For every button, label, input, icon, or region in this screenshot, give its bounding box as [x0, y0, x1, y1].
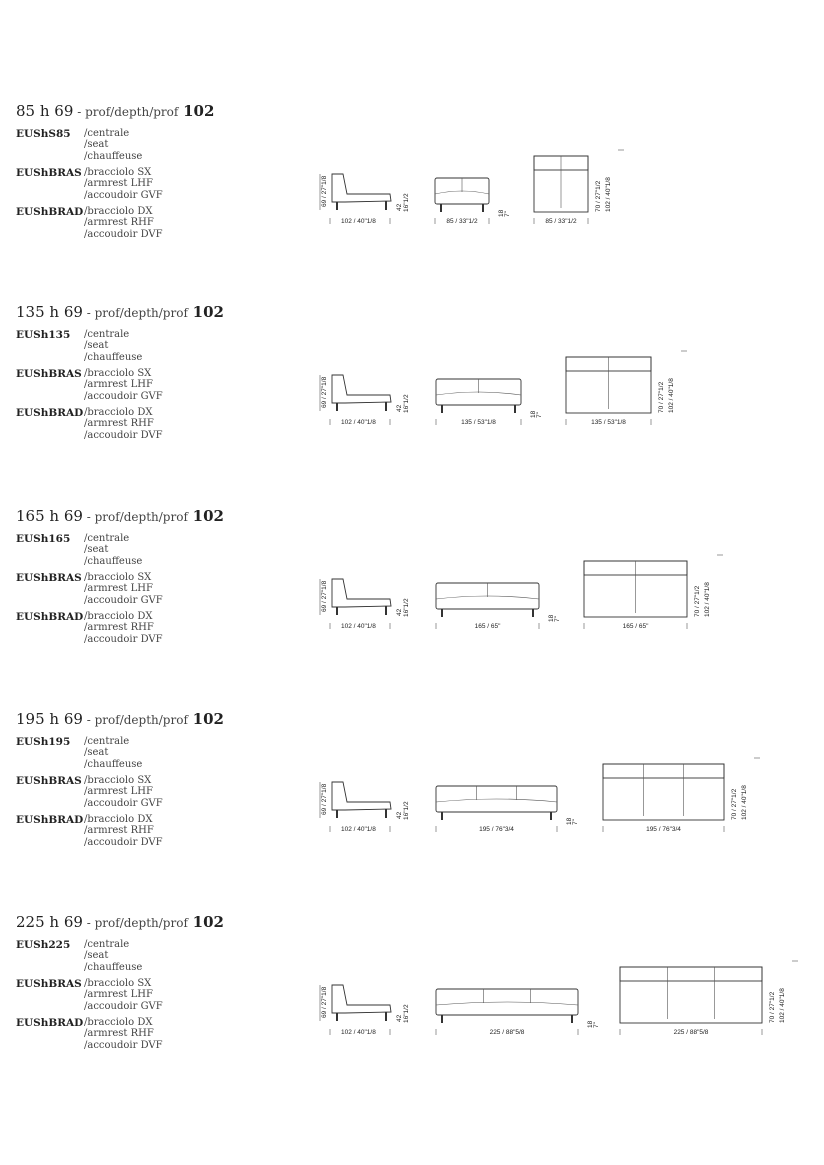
article-code: EUShBRAS: [16, 978, 82, 990]
technical-drawings: [0, 913, 824, 1113]
front-width-label: 165 / 65": [474, 623, 501, 630]
side-view-drawing: [320, 375, 410, 426]
top-width-label: 195 / 76"3/4: [646, 826, 681, 833]
foot-height-inch-label: 7": [536, 412, 543, 418]
description-line: /accoudoir DVF: [84, 429, 163, 441]
top-width-label: 165 / 65": [622, 623, 649, 630]
top-height-label: 70 / 27"1/2: [731, 788, 738, 820]
description-line: /armrest RHF: [84, 622, 154, 634]
side-profile: [332, 782, 391, 810]
article-code: EUShBRAD: [16, 814, 84, 826]
description-line: /accoudoir GVF: [84, 1000, 163, 1012]
description-line: /armrest LHF: [84, 178, 153, 190]
front-width-label: 225 / 88"5/8: [489, 1029, 525, 1036]
seat-height-label: 42: [396, 811, 403, 819]
description-line: /centrale: [84, 533, 130, 544]
side-view-drawing: [320, 782, 410, 833]
depth-value: 102: [192, 913, 224, 931]
side-profile: [332, 174, 391, 202]
article-code: EUShS85: [16, 128, 71, 140]
description-line: /bracciolo DX: [84, 206, 153, 217]
depth-label: prof/depth/prof: [85, 105, 179, 119]
article-code: EUShBRAS: [16, 368, 82, 380]
foot-height-inch-label: 7": [554, 616, 561, 622]
top-height-label: 70 / 27"1/2: [595, 180, 602, 212]
heading-dash: -: [82, 510, 95, 524]
top-view-drawing: [566, 351, 687, 426]
description-line: /seat: [84, 340, 109, 352]
description-line: /armrest RHF: [84, 825, 154, 837]
depth-value: 102: [192, 507, 224, 525]
top-height-label: 70 / 27"1/2: [658, 381, 665, 413]
model-title: 225 h 69: [16, 913, 83, 931]
depth-label: prof/depth/prof: [94, 306, 188, 320]
front-view-drawing: [436, 583, 561, 630]
side-depth-label: 102 / 40"1/8: [341, 419, 376, 426]
top-depth-label: 102 / 40"1/8: [668, 378, 675, 413]
model-title: 165 h 69: [16, 507, 83, 525]
model-title: 195 h 69: [16, 710, 83, 728]
model-section: [0, 710, 824, 910]
description-line: /centrale: [84, 939, 130, 950]
side-depth-label: 102 / 40"1/8: [341, 1029, 376, 1036]
description-line: /armrest LHF: [84, 379, 153, 391]
description-line: /accoudoir DVF: [84, 633, 163, 645]
top-view-drawing: [620, 961, 798, 1036]
description-line: /chauffeuse: [84, 758, 143, 770]
front-view-drawing: [436, 989, 600, 1036]
article-code: EUShBRAD: [16, 206, 84, 218]
side-profile: [332, 375, 391, 403]
backrest: [603, 764, 724, 778]
description-line: /centrale: [84, 736, 130, 747]
foot-height-label: 18: [566, 817, 573, 825]
top-depth-label: 102 / 40"1/8: [779, 988, 786, 1023]
description-line: /bracciolo DX: [84, 814, 153, 825]
seat-line: [436, 1002, 578, 1005]
side-height-label: 69 / 27"1/8: [321, 175, 328, 207]
side-height-label: 69 / 27"1/8: [321, 580, 328, 612]
foot-height-inch-label: 7": [504, 211, 511, 217]
top-depth-label: 102 / 40"1/8: [704, 582, 711, 617]
technical-drawings: [0, 303, 824, 503]
description-line: /chauffeuse: [84, 961, 143, 973]
depth-label: prof/depth/prof: [94, 916, 188, 930]
seat-height-inch-label: 16"1/2: [403, 801, 410, 820]
article-code: EUShBRAS: [16, 775, 82, 787]
model-section: [0, 507, 824, 707]
article-code: EUShBRAS: [16, 167, 82, 179]
top-width-label: 85 / 33"1/2: [545, 218, 577, 225]
description-line: /chauffeuse: [84, 150, 143, 162]
front-view-drawing: [436, 379, 543, 426]
side-view-drawing: [320, 174, 410, 225]
side-depth-label: 102 / 40"1/8: [341, 218, 376, 225]
side-height-label: 69 / 27"1/8: [321, 783, 328, 815]
front-view-drawing: [436, 786, 579, 833]
article-code: EUSh195: [16, 736, 71, 748]
side-height-label: 69 / 27"1/8: [321, 986, 328, 1018]
seat-line: [436, 799, 557, 802]
foot-height-label: 18: [548, 614, 555, 622]
description-line: /armrest LHF: [84, 989, 153, 1001]
side-depth-label: 102 / 40"1/8: [341, 623, 376, 630]
description-line: /bracciolo SX: [84, 775, 152, 786]
description-line: /armrest LHF: [84, 786, 153, 798]
foot-height-inch-label: 7": [572, 819, 579, 825]
front-width-label: 195 / 76"3/4: [479, 826, 514, 833]
model-section: [0, 102, 824, 302]
model-section: [0, 303, 824, 503]
description-line: /bracciolo DX: [84, 407, 153, 418]
description-line: /seat: [84, 139, 109, 151]
description-line: /centrale: [84, 128, 130, 139]
seat-height-label: 42: [396, 608, 403, 616]
side-view-drawing: [320, 579, 410, 630]
seat-height-inch-label: 16"1/2: [403, 1004, 410, 1023]
foot-height-label: 18: [498, 209, 505, 217]
description-line: /armrest RHF: [84, 418, 154, 430]
front-view-drawing: [435, 178, 511, 225]
top-depth-label: 102 / 40"1/8: [741, 785, 748, 820]
depth-label: prof/depth/prof: [94, 713, 188, 727]
description-line: /accoudoir GVF: [84, 189, 163, 201]
description-line: /seat: [84, 950, 109, 962]
description-line: /seat: [84, 747, 109, 759]
top-height-label: 70 / 27"1/2: [769, 991, 776, 1023]
article-code: EUShBRAD: [16, 407, 84, 419]
side-view-drawing: [320, 985, 410, 1036]
top-depth-label: 102 / 40"1/8: [605, 177, 612, 212]
side-profile: [332, 985, 391, 1013]
seat-height-label: 42: [396, 203, 403, 211]
article-code: EUShBRAS: [16, 572, 82, 584]
model-section: [0, 913, 824, 1113]
description-line: /accoudoir DVF: [84, 228, 163, 240]
article-code: EUShBRAD: [16, 611, 84, 623]
description-line: /chauffeuse: [84, 555, 143, 567]
foot-height-label: 18: [587, 1020, 594, 1028]
description-line: /bracciolo SX: [84, 368, 152, 379]
top-width-label: 135 / 53"1/8: [591, 419, 626, 426]
depth-label: prof/depth/prof: [94, 510, 188, 524]
article-code: EUSh135: [16, 329, 71, 341]
seat-height-label: 42: [396, 404, 403, 412]
article-code: EUSh165: [16, 533, 71, 545]
seat-height-label: 42: [396, 1014, 403, 1022]
front-width-label: 85 / 33"1/2: [446, 218, 478, 225]
top-view-drawing: [603, 758, 760, 833]
top-body: [603, 764, 724, 820]
description-line: /chauffeuse: [84, 351, 143, 363]
technical-drawings: [0, 507, 824, 707]
description-line: /centrale: [84, 329, 130, 340]
top-width-label: 225 / 88"5/8: [673, 1029, 709, 1036]
description-line: /bracciolo SX: [84, 167, 152, 178]
backrest: [620, 967, 762, 981]
seat-height-inch-label: 16"1/2: [403, 193, 410, 212]
description-line: /accoudoir GVF: [84, 390, 163, 402]
description-line: /bracciolo DX: [84, 611, 153, 622]
description-line: /armrest RHF: [84, 1028, 154, 1040]
description-line: /bracciolo DX: [84, 1017, 153, 1028]
model-title: 135 h 69: [16, 303, 83, 321]
seat-height-inch-label: 16"1/2: [403, 394, 410, 413]
top-body: [620, 967, 762, 1023]
front-width-label: 135 / 53"1/8: [461, 419, 496, 426]
side-depth-label: 102 / 40"1/8: [341, 826, 376, 833]
description-line: /accoudoir DVF: [84, 1039, 163, 1051]
article-code: EUSh225: [16, 939, 71, 951]
foot-height-inch-label: 7": [593, 1022, 600, 1028]
technical-drawings: [0, 710, 824, 910]
description-line: /armrest RHF: [84, 217, 154, 229]
foot-height-label: 18: [530, 410, 537, 418]
heading-dash: -: [82, 916, 95, 930]
description-line: /bracciolo SX: [84, 978, 152, 989]
technical-drawings: [0, 102, 824, 302]
side-profile: [332, 579, 391, 607]
top-height-label: 70 / 27"1/2: [694, 585, 701, 617]
side-height-label: 69 / 27"1/8: [321, 376, 328, 408]
depth-value: 102: [183, 102, 215, 120]
top-view-drawing: [584, 555, 723, 630]
top-view-drawing: [534, 150, 624, 225]
heading-dash: -: [82, 713, 95, 727]
model-title: 85 h 69: [16, 102, 74, 120]
description-line: /seat: [84, 544, 109, 556]
description-line: /bracciolo SX: [84, 572, 152, 583]
description-line: /armrest LHF: [84, 583, 153, 595]
description-line: /accoudoir DVF: [84, 836, 163, 848]
description-line: /accoudoir GVF: [84, 594, 163, 606]
depth-value: 102: [192, 303, 224, 321]
article-code: EUShBRAD: [16, 1017, 84, 1029]
heading-dash: -: [73, 105, 86, 119]
heading-dash: -: [82, 306, 95, 320]
depth-value: 102: [192, 710, 224, 728]
description-line: /accoudoir GVF: [84, 797, 163, 809]
seat-height-inch-label: 16"1/2: [403, 598, 410, 617]
